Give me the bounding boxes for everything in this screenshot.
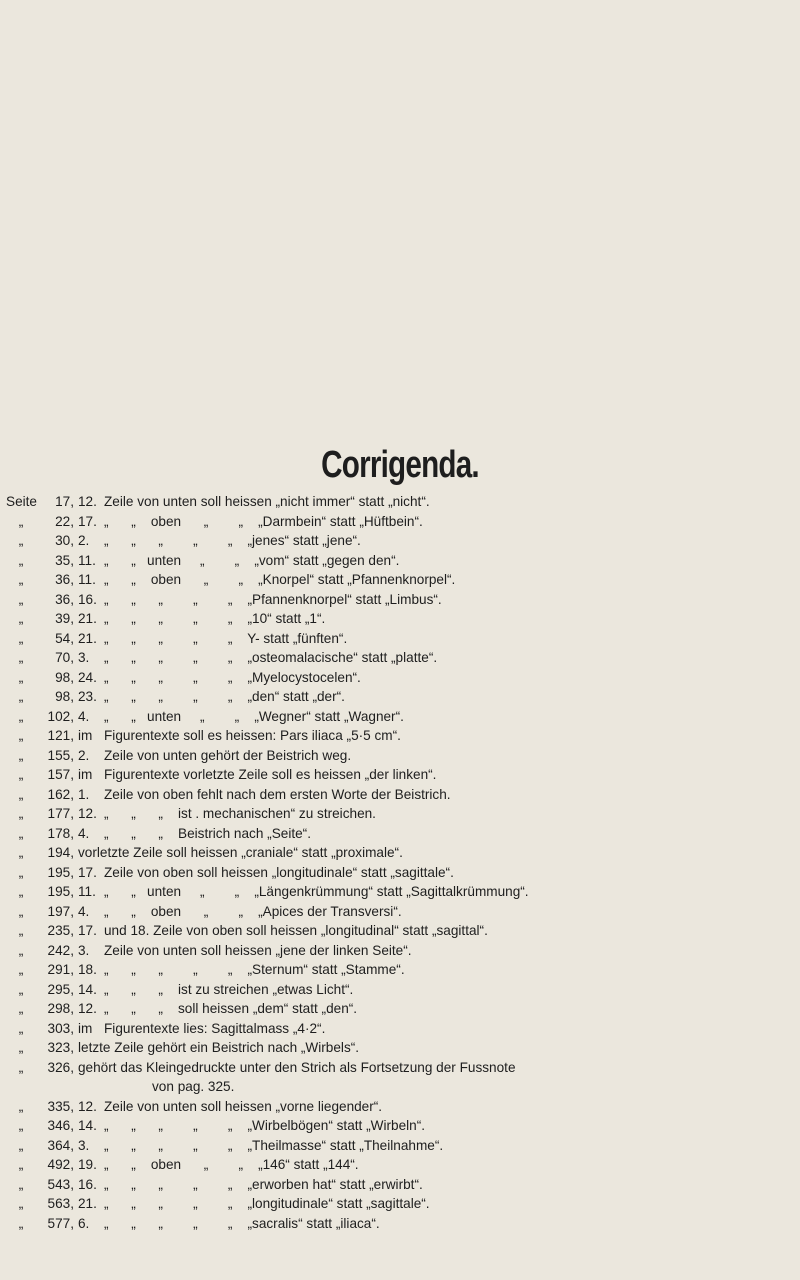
correction-text: „ „ „ Beistrich nach „Seite“.: [104, 825, 311, 841]
corrigendum-row: [6, 785, 796, 805]
page-number: 303,: [47, 1020, 74, 1036]
corrigendum-row: [6, 941, 796, 961]
page-label: „: [18, 747, 24, 763]
corrigendum-row: [6, 824, 796, 844]
page-number: 364,: [47, 1137, 74, 1153]
page-label: „: [18, 1059, 24, 1075]
corrigendum-row: [6, 570, 796, 590]
correction-text: „ „ „ „ „ „jenes“ statt „jene“.: [104, 533, 361, 548]
correction-text: „ „ „ „ „ „Sternum“ statt „Stamme“.: [104, 962, 405, 977]
page-label: „: [18, 1196, 24, 1211]
line-number: im: [78, 1020, 93, 1036]
page-label: „: [18, 728, 24, 743]
page-label: „: [18, 1020, 24, 1036]
corrigendum-row: [6, 668, 796, 688]
corrigendum-row: [6, 492, 796, 512]
correction-text: „ „ oben „ „ „Knorpel“ statt „Pfannenknorpel“.: [104, 572, 456, 587]
corrigendum-row: [6, 629, 796, 649]
page-number: 39,: [55, 611, 74, 626]
line-number: 4.: [78, 903, 90, 919]
page-label: „: [18, 1157, 24, 1172]
page-number: 194,: [47, 845, 74, 860]
line-number: 3.: [78, 650, 90, 665]
corrigendum-row: [6, 1019, 796, 1039]
page-number: 30,: [55, 533, 74, 548]
page-label: „: [18, 942, 24, 958]
corrigendum-row: [6, 551, 796, 571]
page-label: „: [18, 1118, 24, 1133]
page-number: 121,: [47, 728, 74, 743]
page-number: 346,: [47, 1118, 74, 1133]
corrigendum-row: [6, 902, 796, 922]
correction-text: „ „ oben „ „ „Apices der Transversi“.: [104, 903, 402, 919]
line-number: 12.: [78, 494, 97, 509]
correction-text: Zeile von unten soll heissen „jene der linken Seite“.: [104, 942, 412, 958]
page-label: „: [18, 806, 24, 821]
line-number: 19.: [78, 1157, 97, 1172]
page-number: 36,: [55, 572, 74, 587]
corrigendum-row: [6, 863, 796, 883]
page-label: „: [18, 884, 24, 899]
corrigendum-row: [6, 843, 796, 863]
correction-text: Figurentexte soll es heissen: Pars iliaca „5·5 cm“.: [104, 728, 401, 743]
corrigendum-row: [6, 746, 796, 766]
page-number: 298,: [47, 1001, 74, 1016]
correction-text: Zeile von unten gehört der Beistrich weg.: [104, 747, 352, 763]
correction-text: „ „ „ „ „ „osteomalacische“ statt „platte“.: [104, 650, 438, 665]
corrigendum-row: [6, 765, 796, 785]
line-number: 11.: [78, 552, 96, 568]
page-number: 326,: [47, 1059, 74, 1075]
page-number: 155,: [47, 747, 74, 763]
line-number: 21.: [78, 630, 97, 646]
correction-text: „ „ unten „ „ „vom“ statt „gegen den“.: [104, 552, 400, 568]
corrigendum-row: [6, 590, 796, 610]
corrigendum-row: [6, 1097, 796, 1117]
correction-text: „ „ „ „ „ „Theilmasse“ statt „Theilnahme“.: [104, 1137, 444, 1153]
line-number: 2.: [78, 747, 90, 763]
line-number: 21.: [78, 611, 97, 626]
corrigendum-row: [6, 960, 796, 980]
page-number: 197,: [47, 903, 74, 919]
page-label: „: [18, 962, 24, 977]
correction-text: „ „ „ „ „ Y- statt „fünften“.: [104, 630, 348, 646]
page-number: 195,: [47, 864, 74, 880]
page-label: „: [18, 923, 24, 938]
corrigendum-row: [6, 804, 796, 824]
page-label: „: [18, 825, 24, 841]
page-label: „: [18, 1176, 24, 1192]
line-number: 17.: [78, 864, 97, 880]
page-number: 295,: [47, 981, 74, 997]
correction-text: „ „ oben „ „ „Darmbein“ statt „Hüftbein“.: [104, 513, 423, 529]
page-label: „: [18, 669, 24, 685]
page-label: „: [18, 786, 24, 802]
corrigendum-row: [6, 512, 796, 532]
corrigendum-row: [6, 980, 796, 1000]
corrigendum-row: [6, 1077, 796, 1097]
line-number: 24.: [78, 669, 97, 685]
correction-text: „ „ oben „ „ „146“ statt „144“.: [104, 1157, 359, 1172]
line-number: 12.: [78, 1001, 97, 1016]
corrigendum-row: [6, 1058, 796, 1078]
correction-text: „ „ „ „ „ „10“ statt „1“.: [104, 611, 326, 626]
page-number: 157,: [47, 767, 74, 782]
page-number: 195,: [47, 884, 74, 899]
correction-text: Figurentexte vorletzte Zeile soll es heissen „der linken“.: [104, 767, 437, 782]
line-number: 4.: [78, 708, 90, 724]
page-title: Corrigenda.: [321, 444, 479, 486]
page-label: „: [18, 533, 24, 548]
page-label: „: [18, 845, 24, 860]
page-label: „: [18, 689, 24, 704]
correction-text: Zeile von unten soll heissen „vorne liegender“.: [104, 1098, 383, 1114]
line-number: 21.: [78, 1196, 97, 1211]
line-number: 14.: [78, 981, 97, 997]
correction-text: Zeile von oben soll heissen „longitudinale“ statt „sagittale“.: [104, 864, 454, 880]
page-label: „: [18, 1001, 24, 1016]
correction-text: und 18. Zeile von oben soll heissen „longitudinal“ statt „sagittal“.: [104, 923, 488, 938]
correction-text: „ „ unten „ „ „Längenkrümmung“ statt „Sagittalkrümmung“.: [104, 884, 529, 899]
correction-text: „ „ „ soll heissen „dem“ statt „den“.: [104, 1001, 358, 1016]
page-number: 36,: [55, 591, 74, 607]
corrigendum-row: [6, 726, 796, 746]
correction-text: „ „ „ „ „ „longitudinale“ statt „sagittale“.: [104, 1196, 430, 1211]
page-number: 54,: [55, 630, 74, 646]
line-number: 16.: [78, 1176, 97, 1192]
corrigendum-row: [6, 1175, 796, 1195]
line-number: 18.: [78, 962, 97, 977]
page-number: 177,: [47, 806, 74, 821]
line-number: 12.: [78, 806, 97, 821]
page-number: 242,: [47, 942, 74, 958]
corrigendum-row: [6, 1136, 796, 1156]
page-number: 22,: [55, 513, 74, 529]
corrigendum-row: [6, 707, 796, 727]
corrigendum-row: [6, 1116, 796, 1136]
correction-text: „ „ „ „ „ „Wirbelbögen“ statt „Wirbeln“.: [104, 1118, 426, 1133]
page-number: 563,: [47, 1196, 74, 1211]
page-number: 162,: [47, 786, 74, 802]
line-number: 1.: [78, 786, 90, 802]
line-number: 14.: [78, 1118, 97, 1133]
page-number: 323,: [47, 1040, 74, 1055]
correction-text: Figurentexte lies: Sagittalmass „4·2“.: [104, 1020, 326, 1036]
page-number: 235,: [47, 923, 74, 938]
correction-text: Zeile von unten soll heissen „nicht immer“ statt „nicht“.: [104, 494, 430, 509]
corrigendum-row: [6, 1155, 796, 1175]
correction-text: vorletzte Zeile soll heissen „craniale“ statt „proximale“.: [78, 845, 403, 860]
line-number: 11.: [78, 884, 96, 899]
page-label: „: [18, 513, 24, 529]
line-number: 2.: [78, 533, 90, 548]
line-number: 3.: [78, 1137, 90, 1153]
corrigenda-list: [6, 492, 796, 1233]
correction-text: gehört das Kleingedruckte unter den Strich als Fortsetzung der Fussnote: [78, 1059, 516, 1075]
page-label: „: [18, 1137, 24, 1153]
page-number: 17,: [55, 494, 74, 509]
page-number: 35,: [55, 552, 74, 568]
page-label: „: [18, 552, 24, 568]
page-label: „: [18, 611, 24, 626]
corrigendum-row: [6, 687, 796, 707]
corrigendum-row: [6, 1194, 796, 1214]
page-label: „: [18, 591, 24, 607]
page-label: „: [18, 572, 24, 587]
line-number: 16.: [78, 591, 97, 607]
correction-text: „ „ „ „ „ „Myelocystocelen“.: [104, 669, 361, 685]
corrigendum-row: [6, 1214, 796, 1234]
corrigendum-row: [6, 999, 796, 1019]
page-label: „: [18, 630, 24, 646]
page-label: „: [18, 650, 24, 665]
line-number: im: [78, 767, 93, 782]
corrigendum-row: [6, 882, 796, 902]
correction-text: „ „ „ „ „ „Pfannenknorpel“ statt „Limbus“.: [104, 591, 442, 607]
corrigendum-row: [6, 609, 796, 629]
correction-text: „ „ unten „ „ „Wegner“ statt „Wagner“.: [104, 708, 404, 724]
correction-text: von pag. 325.: [152, 1079, 235, 1094]
line-number: 17.: [78, 513, 97, 529]
page-number: 291,: [47, 962, 74, 977]
corrigendum-row: [6, 531, 796, 551]
line-number: 12.: [78, 1098, 97, 1114]
corrigendum-row: [6, 648, 796, 668]
correction-text: „ „ „ „ „ „erworben hat“ statt „erwirbt“.: [104, 1176, 423, 1192]
correction-text: „ „ „ „ „ „den“ statt „der“.: [104, 689, 345, 704]
line-number: 23.: [78, 689, 97, 704]
page-number: 543,: [47, 1176, 74, 1192]
page-label: „: [18, 767, 24, 782]
correction-text: letzte Zeile gehört ein Beistrich nach „Wirbels“.: [78, 1040, 360, 1055]
page-label: „: [18, 1215, 24, 1231]
page-label: „: [18, 864, 24, 880]
page-number: 492,: [47, 1157, 74, 1172]
correction-text: Zeile von oben fehlt nach dem ersten Worte der Beistrich.: [104, 786, 451, 802]
line-number: 6.: [78, 1215, 90, 1231]
page-number: 335,: [47, 1098, 74, 1114]
corrigendum-row: [6, 1038, 796, 1058]
page-number: 98,: [55, 669, 74, 685]
page-number: 577,: [47, 1215, 74, 1231]
correction-text: „ „ „ ist zu streichen „etwas Licht“.: [104, 981, 354, 997]
page-label: Seite: [6, 494, 37, 509]
line-number: 11.: [78, 572, 96, 587]
page-label: „: [18, 1040, 24, 1055]
page-label: „: [18, 981, 24, 997]
page-number: 98,: [55, 689, 74, 704]
line-number: 4.: [78, 825, 90, 841]
line-number: 17.: [78, 923, 97, 938]
page-number: 178,: [47, 825, 74, 841]
page-label: „: [18, 708, 24, 724]
line-number: im: [78, 728, 93, 743]
page-number: 102,: [47, 708, 74, 724]
page-label: „: [18, 903, 24, 919]
correction-text: „ „ „ ist . mechanischen“ zu streichen.: [104, 806, 376, 821]
line-number: 3.: [78, 942, 90, 958]
corrigendum-row: [6, 921, 796, 941]
page-label: „: [18, 1098, 24, 1114]
page-number: 70,: [55, 650, 74, 665]
correction-text: „ „ „ „ „ „sacralis“ statt „iliaca“.: [104, 1215, 380, 1231]
